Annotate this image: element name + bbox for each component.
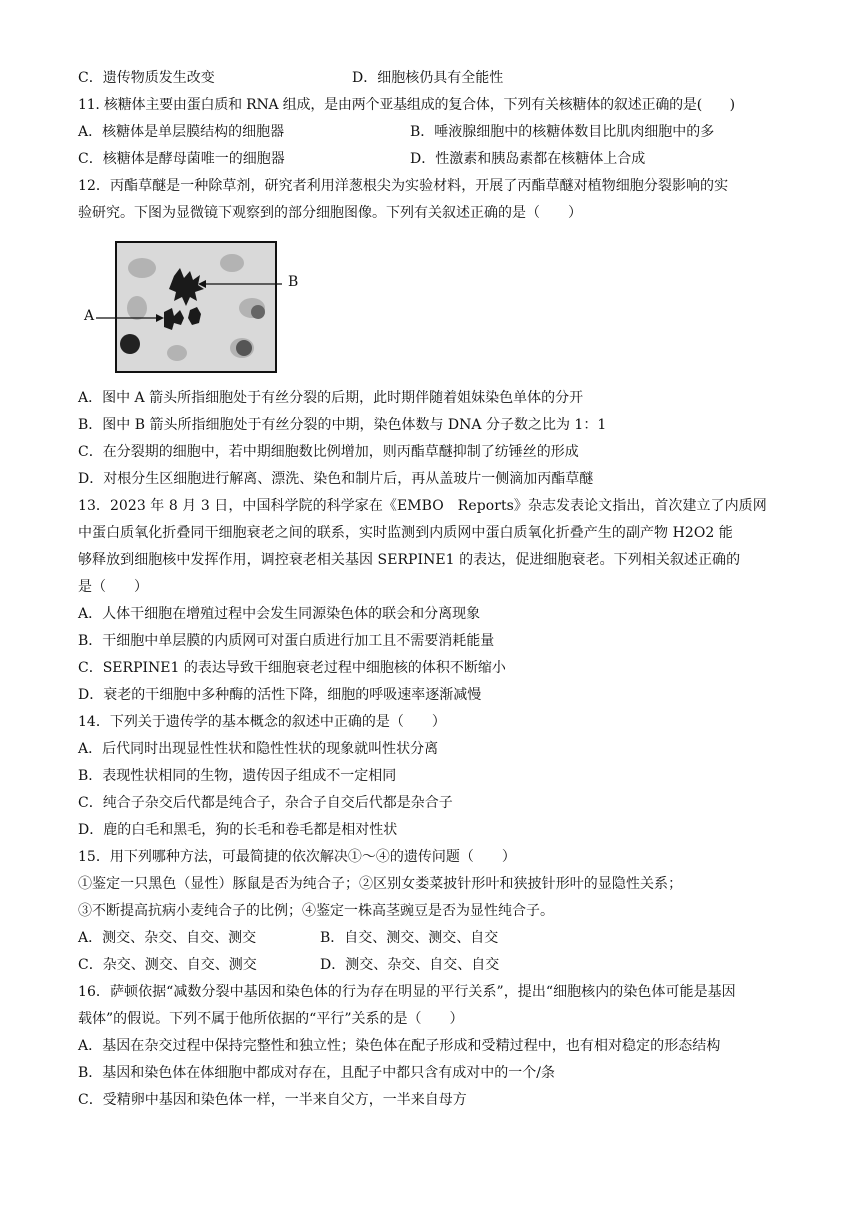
q16-option-c: C．受精卵中基因和染色体一样，一半来自父方，一半来自母方	[78, 1092, 467, 1108]
q14-stem: 14．下列关于遗传学的基本概念的叙述中正确的是（ ）	[78, 714, 446, 730]
q14-option-c: C．纯合子杂交后代都是纯合子，杂合子自交后代都是杂合子	[78, 795, 453, 811]
q11-option-d: D．性激素和胰岛素都在核糖体上合成	[410, 151, 646, 167]
q12-stem-line2: 验研究。下图为显微镜下观察到的部分细胞图像。下列有关叙述正确的是（ ）	[78, 205, 582, 221]
q15-option-a: A．测交、杂交、自交、测交	[78, 930, 257, 946]
q16-option-b: B．基因和染色体在体细胞中都成对存在，且配子中都只含有成对中的一个/条	[78, 1065, 556, 1081]
q15-info-line2: ③不断提高抗病小麦纯合子的比例；④鉴定一株高茎豌豆是否为显性纯合子。	[78, 903, 554, 919]
q14-option-a: A．后代同时出现显性性状和隐性性状的现象就叫性状分离	[78, 741, 439, 757]
q15-info-line1: ①鉴定一只黑色（显性）豚鼠是否为纯合子；②区别女娄菜披针形叶和狭披针形叶的显隐性关系；	[78, 876, 683, 892]
q10-option-c: C．遗传物质发生改变	[78, 70, 215, 86]
figure-label-a: A	[84, 308, 95, 324]
q16-stem-line2: 载体”的假说。下列不属于他所依据的“平行”关系的是（ ）	[78, 1011, 464, 1027]
q13-stem-line3: 够释放到细胞核中发挥作用，调控衰老相关基因 SERPINE1 的表达，促进细胞衰老。下列相关叙述正确的	[78, 552, 741, 568]
q11-option-b: B．唾液腺细胞中的核糖体数目比肌肉细胞中的多	[410, 124, 715, 140]
q13-option-b: B．干细胞中单层膜的内质网可对蛋白质进行加工且不需要消耗能量	[78, 633, 495, 649]
q15-option-c: C．杂交、测交、自交、测交	[78, 957, 257, 973]
q16-option-a: A．基因在杂交过程中保持完整性和独立性；染色体在配子形成和受精过程中，也有相对稳定的形态结构	[78, 1038, 721, 1054]
q13-option-c: C．SERPINE1 的表达导致干细胞衰老过程中细胞核的体积不断缩小	[78, 660, 506, 676]
q15-option-d: D．测交、杂交、自交、自交	[320, 957, 500, 973]
q15-option-b: B．自交、测交、测交、自交	[320, 930, 499, 946]
q13-option-d: D．衰老的干细胞中多种酶的活性下降，细胞的呼吸速率逐渐减慢	[78, 687, 482, 703]
q13-stem-line1: 13．2023 年 8 月 3 日，中国科学院的科学家在《EMBO Reports》杂志发表论文指出，首次建立了内质网	[78, 498, 767, 514]
q16-stem-line1: 16．萨顿依据“减数分裂中基因和染色体的行为存在明显的平行关系”，提出“细胞核内的染色体可能是基因	[78, 984, 736, 1000]
figure-label-b: B	[288, 274, 299, 290]
q14-option-d: D．鹿的白毛和黑毛，狗的长毛和卷毛都是相对性状	[78, 822, 398, 838]
q13-option-a: A．人体干细胞在增殖过程中会发生同源染色体的联会和分离现象	[78, 606, 481, 622]
q11-option-c: C．核糖体是酵母菌唯一的细胞器	[78, 151, 285, 167]
q12-option-b: B．图中 B 箭头所指细胞处于有丝分裂的中期，染色体数与 DNA 分子数之比为 1：1	[78, 417, 607, 433]
q10-option-d: D．细胞核仍具有全能性	[352, 70, 504, 86]
q12-option-a: A．图中 A 箭头所指细胞处于有丝分裂的后期，此时期伴随着姐妹染色单体的分开	[78, 390, 584, 406]
q11-stem: 11. 核糖体主要由蛋白质和 RNA 组成，是由两个亚基组成的复合体，下列有关核糖体的叙述正确的是( )	[78, 97, 735, 113]
q12-option-c: C．在分裂期的细胞中，若中期细胞数比例增加，则丙酯草醚抑制了纺锤丝的形成	[78, 444, 579, 460]
q12-option-d: D．对根分生区细胞进行解离、漂洗、染色和制片后，再从盖玻片一侧滴加丙酯草醚	[78, 471, 594, 487]
q11-option-a: A．核糖体是单层膜结构的细胞器	[78, 124, 285, 140]
q13-stem-line4: 是（ ）	[78, 579, 148, 595]
q15-stem: 15．用下列哪种方法，可最简捷的依次解决①～④的遗传问题（ ）	[78, 849, 516, 865]
micrograph-figure	[82, 238, 312, 376]
q14-option-b: B．表现性状相同的生物，遗传因子组成不一定相同	[78, 768, 397, 784]
q12-stem-line1: 12．丙酯草醚是一种除草剂，研究者利用洋葱根尖为实验材料，开展了丙酯草醚对植物细胞分裂影响的实	[78, 178, 729, 194]
q13-stem-line2: 中蛋白质氧化折叠同干细胞衰老之间的联系，实时监测到内质网中蛋白质氧化折叠产生的副产物 H2O2 能	[78, 525, 733, 541]
